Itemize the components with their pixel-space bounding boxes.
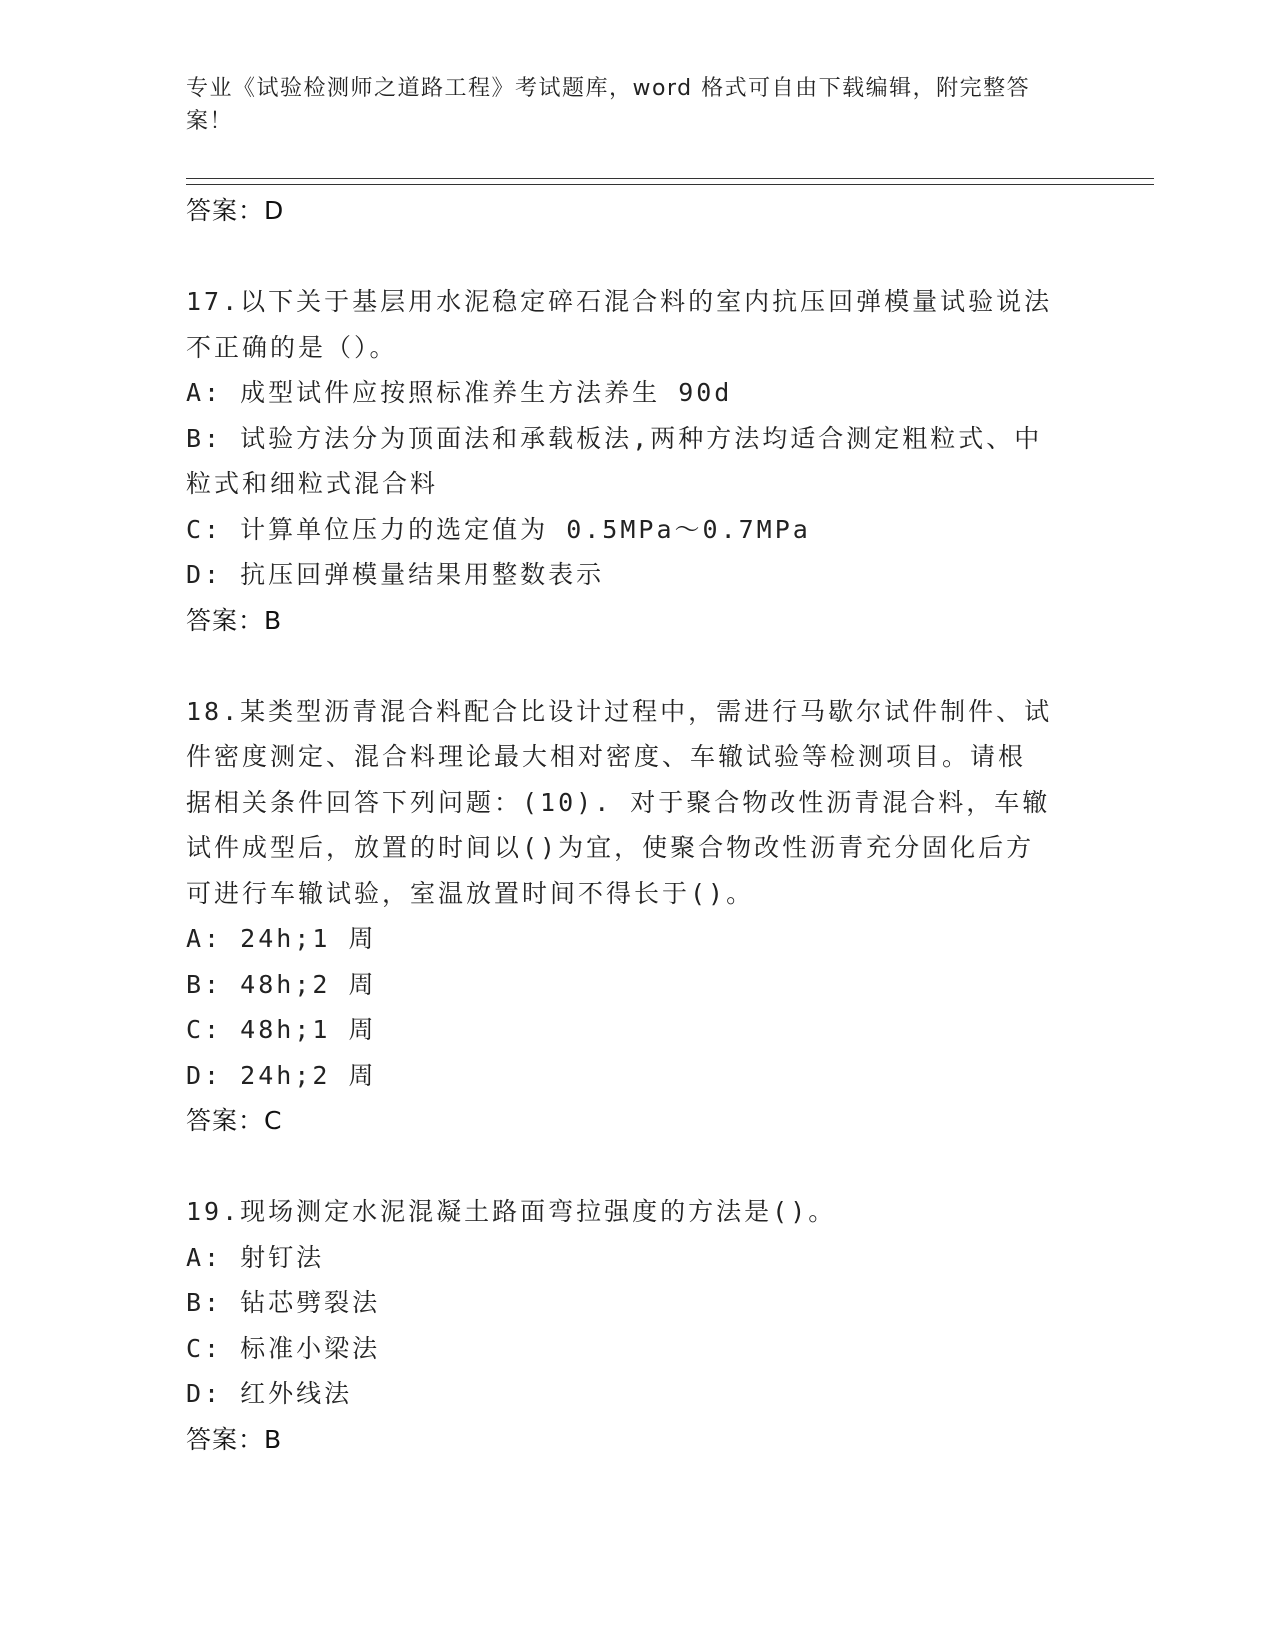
option-d: D: 红外线法 — [186, 1379, 353, 1408]
option-a: A: 成型试件应按照标准养生方法养生 90d — [186, 378, 733, 407]
question-stem-line: 可进行车辙试验，室温放置时间不得长于()。 — [186, 878, 755, 908]
option-b: B: 钻芯劈裂法 — [186, 1288, 381, 1317]
question-stem-line: 19.现场测定水泥混凝土路面弯拉强度的方法是()。 — [186, 1197, 837, 1226]
option-c: C: 48h;1 周 — [186, 1015, 377, 1044]
document-header — [186, 72, 1066, 138]
question-stem-line: 18.某类型沥青混合料配合比设计过程中，需进行马歇尔试件制件、试 — [186, 696, 1053, 726]
question-stem-line: 17.以下关于基层用水泥稳定碎石混合料的室内抗压回弹模量试验说法 — [186, 287, 1053, 316]
option-a: A: 24h;1 周 — [186, 924, 377, 953]
option-c: C: 计算单位压力的选定值为 0.5MPa～0.7MPa — [186, 514, 811, 544]
answer-line: 答案：B — [186, 605, 283, 635]
option-d: D: 24h;2 周 — [186, 1060, 377, 1090]
header-text: 专业《试验检测师之道路工程》考试题库，word 格式可自由下载编辑，附完整答案！ — [186, 76, 1031, 134]
question-stem-line: 试件成型后，放置的时间以()为宜，使聚合物改性沥青充分固化后方 — [186, 833, 1035, 862]
question-block — [186, 689, 1076, 1145]
option-b-continued: 粒式和细粒式混合料 — [186, 469, 439, 498]
answer-line: 答案：D — [186, 196, 285, 225]
answer-line: 答案：C — [186, 1106, 283, 1135]
question-content — [186, 188, 1076, 1463]
question-block — [186, 1189, 1076, 1463]
header-divider — [186, 178, 1154, 185]
option-d: D: 抗压回弹模量结果用整数表示 — [186, 560, 605, 589]
question-stem-line: 件密度测定、混合料理论最大相对密度、车辙试验等检测项目。请根 — [186, 742, 1027, 771]
question-stem-line: 据相关条件回答下列问题：(10). 对于聚合物改性沥青混合料，车辙 — [186, 787, 1051, 817]
option-c: C: 标准小梁法 — [186, 1333, 381, 1363]
option-b: B: 试验方法分为顶面法和承载板法,两种方法均适合测定粗粒式、中 — [186, 423, 1043, 453]
answer-line: 答案：B — [186, 1424, 283, 1454]
option-b: B: 48h;2 周 — [186, 969, 377, 999]
option-a: A: 射钉法 — [186, 1242, 325, 1272]
question-block — [186, 279, 1076, 644]
question-stem-line: 不正确的是（）。 — [186, 332, 398, 362]
